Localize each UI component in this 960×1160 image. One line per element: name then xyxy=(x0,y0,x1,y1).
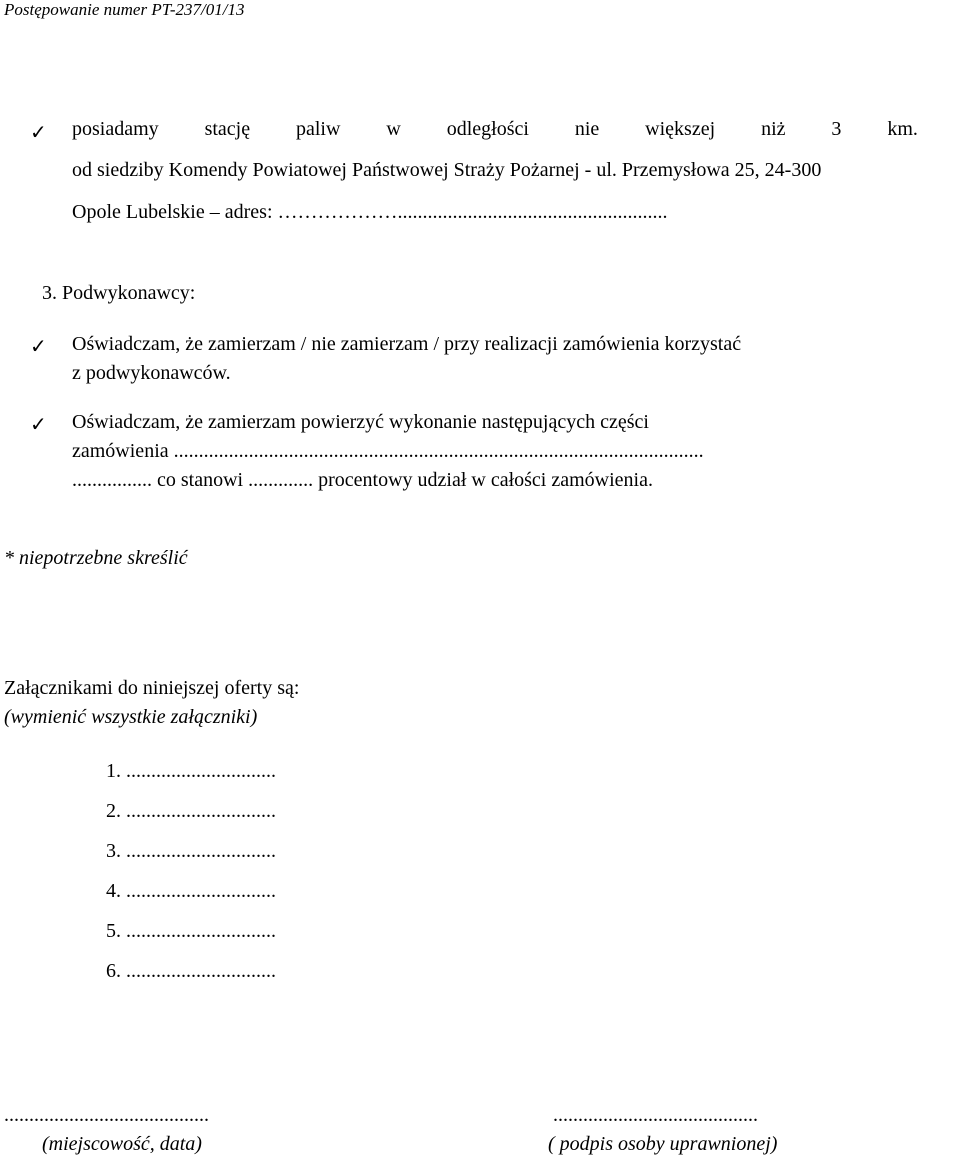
entrust-statement-line-1: Oświadczam, że zamierzam powierzyć wykonanie następujących części xyxy=(72,411,649,433)
word: odległości xyxy=(446,118,529,140)
signature-dots: ......................................... xyxy=(553,1104,758,1126)
subcontractor-statement-line-2: z podwykonawców. xyxy=(72,362,231,384)
entrust-statement-line-3: ................ co stanowi ............. procentowy udział w całości zamówienia. xyxy=(72,469,653,491)
entrust-statement-line-2: zamówienia .......................................................................................................... xyxy=(72,440,704,462)
word: 3 xyxy=(831,118,842,140)
attachment-item: 4. .............................. xyxy=(106,880,276,902)
footnote: * niepotrzebne skreślić xyxy=(4,547,188,569)
signature-label: ( podpis osoby uprawnionej) xyxy=(548,1133,778,1155)
attachment-item: 1. .............................. xyxy=(106,760,276,782)
word: paliw xyxy=(296,118,341,140)
document-header: Postępowanie numer PT-237/01/13 xyxy=(4,0,245,19)
word: większej xyxy=(645,118,716,140)
subcontractor-statement-line-1: Oświadczam, że zamierzam / nie zamierzam / przy realizacji zamówienia korzystać xyxy=(72,333,742,355)
fuel-line-3: Opole Lubelskie – adres: ………………...................................................... xyxy=(72,201,668,223)
fuel-line-1 xyxy=(72,118,918,141)
checkmark-icon: ✓ xyxy=(30,334,47,358)
fuel-line-2: od siedziby Komendy Powiatowej Państwowej Straży Pożarnej - ul. Przemysłowa 25, 24-300 xyxy=(72,159,822,181)
checkmark-icon: ✓ xyxy=(30,412,47,436)
attachment-item: 6. .............................. xyxy=(106,960,276,982)
place-date-label: (miejscowość, data) xyxy=(42,1133,202,1155)
place-date-dots: ......................................... xyxy=(4,1104,209,1126)
word: w xyxy=(386,118,401,140)
checkmark-icon: ✓ xyxy=(30,120,47,144)
attachment-item: 3. .............................. xyxy=(106,840,276,862)
attachment-item: 2. .............................. xyxy=(106,800,276,822)
word: nie xyxy=(574,118,600,140)
word: niż xyxy=(761,118,786,140)
word: km. xyxy=(887,118,918,140)
word: posiadamy xyxy=(72,118,159,140)
attachments-subheading: (wymienić wszystkie załączniki) xyxy=(4,706,258,728)
attachment-item: 5. .............................. xyxy=(106,920,276,942)
section-heading: 3. Podwykonawcy: xyxy=(42,282,196,304)
attachments-heading: Załącznikami do niniejszej oferty są: xyxy=(4,677,300,699)
word: stację xyxy=(204,118,251,140)
